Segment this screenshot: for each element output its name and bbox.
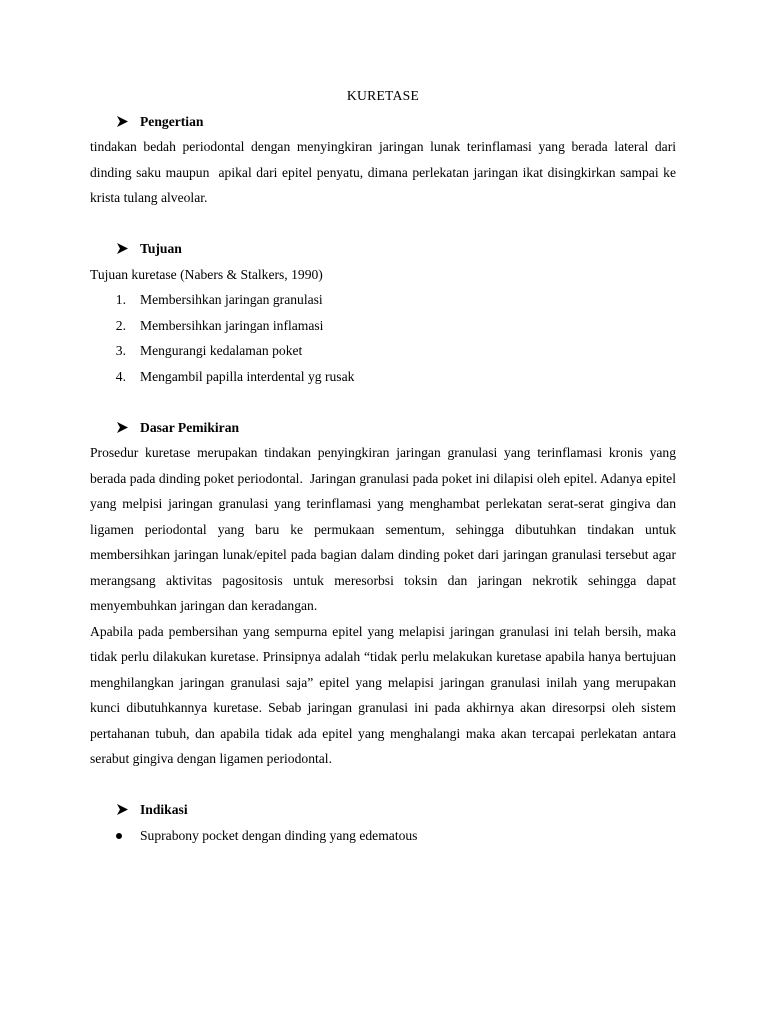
section-heading-label: Pengertian — [140, 113, 204, 129]
arrowhead-bullet-icon — [117, 116, 128, 127]
list-item-text: Mengurangi kedalaman poket — [140, 343, 303, 358]
section-heading-label: Tujuan — [140, 241, 182, 256]
document-title: KURETASE — [346, 88, 420, 103]
arrowhead-bullet-icon — [117, 804, 128, 815]
list-item-text: Suprabony pocket dengan dinding yang edematous — [140, 827, 418, 843]
list-number: 2. — [115, 317, 126, 333]
section-heading-tujuan — [90, 236, 676, 262]
section-heading-indikasi — [90, 797, 676, 823]
list-item-text: Membersihkan jaringan inflamasi — [140, 317, 324, 333]
arrowhead-bullet-icon — [117, 422, 128, 433]
list-item — [90, 823, 676, 849]
indikasi-bullet-list — [90, 823, 676, 849]
tujuan-intro: Tujuan kuretase (Nabers & Stalkers, 1990) — [90, 266, 323, 282]
list-number: 3. — [115, 343, 126, 358]
list-item — [90, 287, 676, 313]
list-item-text: Mengambil papilla interdental yg rusak — [140, 368, 355, 384]
list-item — [90, 338, 676, 364]
bullet-dot-icon — [116, 833, 122, 839]
dasar-pemikiran-paragraph: Prosedur kuretase merupakan tindakan penyingkiran jaringan granulasi yang terinflamasi kronis yang berada pada dinding poket periodontal. Jaringan granulasi pada poket ini dilapisi oleh epitel. Adanya epitel yang melpisi jaringan granulasi yang terinflamasi yang menghambat perlekatan serat-serat gingiva dan ligamen periodontal yang baru ke permukaan sementum, sehingga dibutuhkan tindakan untuk membersihkan jaringan lunak/epitel pada bagian dalam dinding poket dari jaringan granulasi tersebut agar merangsang aktivitas pagositosis untuk meresorbsi toksin dan jaringan nekrotik sehingga dapat menyembuhkan jaringan dan keradangan. — [90, 445, 680, 613]
arrowhead-bullet-icon — [117, 243, 128, 254]
section-heading-pengertian — [90, 109, 676, 135]
section-heading-label: Indikasi — [140, 802, 188, 817]
dasar-pemikiran-paragraph: Apabila pada pembersihan yang sempurna epitel yang melapisi jaringan granulasi ini telah bersih, maka tidak perlu dilakukan kuretase. Prinsipnya adalah “tidak perlu melakukan kuretase apabila hanya bertujuan menghilangkan jaringan granulasi saja” epitel yang melapisi jaringan granulasi inilah yang merupakan kunci dibutuhkannya kuretase. Sebab jaringan granulasi ini pada akhirnya akan diresorpsi oleh sistem pertahanan tubuh, dan apabila tidak ada epitel yang menghalangi maka akan tercapai perlekatan antara serabut gingiva dengan ligamen periodontal. — [90, 623, 680, 766]
list-item — [90, 364, 676, 390]
tujuan-numbered-list — [90, 287, 676, 389]
list-item — [90, 313, 676, 339]
list-number: 1. — [115, 292, 126, 307]
list-item-text: Membersihkan jaringan granulasi — [140, 292, 323, 307]
document-page — [90, 83, 680, 848]
section-heading-dasar-pemikiran — [90, 415, 676, 441]
list-number: 4. — [115, 368, 126, 384]
section-heading-label: Dasar Pemikiran — [140, 419, 240, 435]
pengertian-paragraph: tindakan bedah periodontal dengan menyingkiran jaringan lunak terinflamasi yang berada lateral dari dinding saku maupun apikal dari epitel penyatu, dimana perlekatan jaringan ikat disingkirkan sampai ke krista tulang alveolar. — [90, 139, 680, 205]
